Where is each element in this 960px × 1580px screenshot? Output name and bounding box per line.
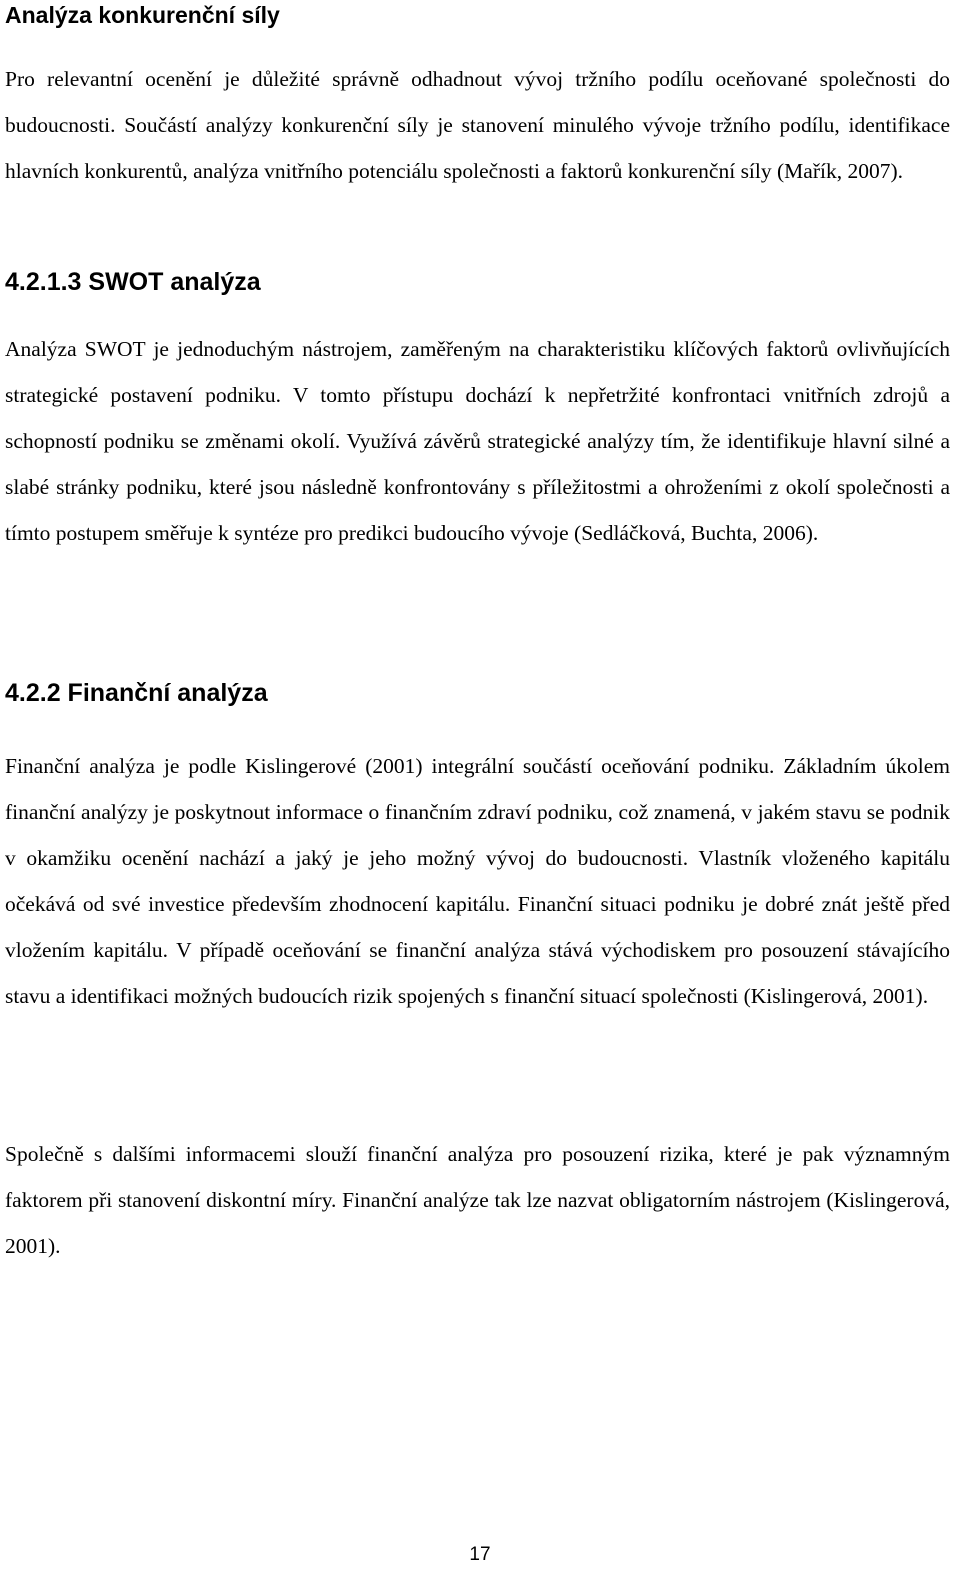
page-number: 17 xyxy=(469,1544,491,1565)
heading-competitive-analysis: Analýza konkurenční síly xyxy=(5,2,280,28)
heading-swot-analysis: 4.2.1.3 SWOT analýza xyxy=(5,268,261,296)
paragraph-competitive-analysis: Pro relevantní ocenění je důležité správně odhadnout vývoj tržního podílu oceňované společnosti do budoucnosti. Součástí analýzy konkurenční síly je stanovení minulého vývoje tržního podílu, identifikace hlavních konkurentů, analýza vnitřního potenciálu společnosti a faktorů konkurenční síly (Mařík, 2007). xyxy=(5,67,950,183)
paragraph-financial-analysis-1: Finanční analýza je podle Kislingerové (2001) integrální součástí oceňování podniku. Základním úkolem finanční analýzy je poskytnout informace o finančním zdraví podniku, což znamená, v jakém stavu se podnik v okamžiku ocenění nachází a jaký je jeho možný vývoj do budoucnosti. Vlastník vloženého kapitálu očekává od své investice především zhodnocení kapitálu. Finanční situaci podniku je dobré znát ještě před vložením kapitálu. V případě oceňování se finanční analýza stává východiskem pro posouzení stávajícího stavu a identifikaci možných budoucích rizik spojených s finanční situací společnosti (Kislingerová, 2001). xyxy=(5,754,950,1008)
paragraph-financial-analysis-2: Společně s dalšími informacemi slouží finanční analýza pro posouzení rizika, které je pak významným faktorem při stanovení diskontní míry. Finanční analýze tak lze nazvat obligatorním nástrojem (Kislingerová, 2001). xyxy=(5,1142,950,1258)
paragraph-swot-analysis: Analýza SWOT je jednoduchým nástrojem, zaměřeným na charakteristiku klíčových faktorů ovlivňujících strategické postavení podniku. V tomto přístupu dochází k nepřetržité konfrontaci vnitřních zdrojů a schopností podniku se změnami okolí. Využívá závěrů strategické analýzy tím, že identifikuje hlavní silné a slabé stránky podniku, které jsou následně konfrontovány s příležitostmi a ohroženími z okolí společnosti a tímto postupem směřuje k syntéze pro predikci budoucího vývoje (Sedláčková, Buchta, 2006). xyxy=(5,337,950,545)
heading-financial-analysis: 4.2.2 Finanční analýza xyxy=(5,679,268,707)
